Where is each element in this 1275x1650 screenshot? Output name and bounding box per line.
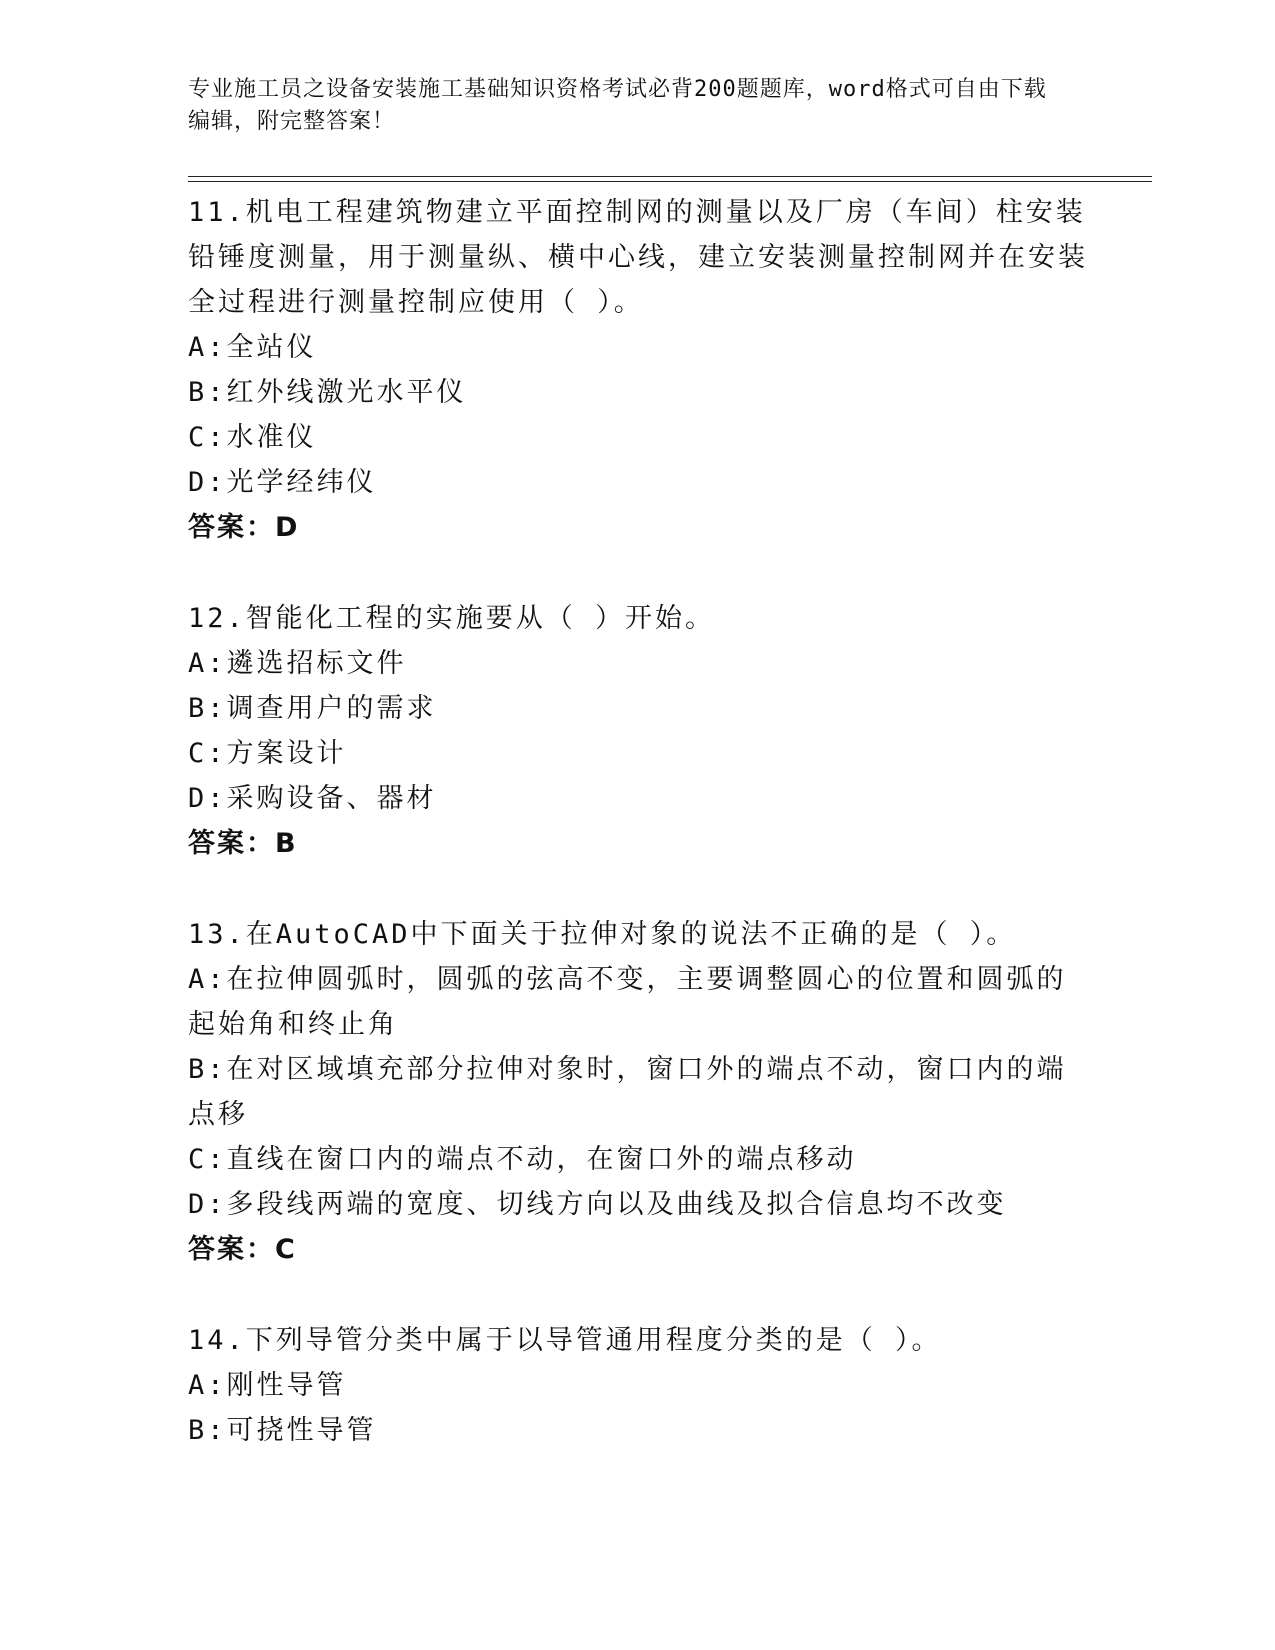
document-header: 专业施工员之设备安装施工基础知识资格考试必背200题题库，word格式可自由下载编辑，附完整答案！ bbox=[188, 77, 1047, 134]
question-14 bbox=[188, 1318, 1088, 1453]
answer: 答案：D bbox=[188, 512, 300, 543]
question-stem: 13.在AutoCAD中下面关于拉伸对象的说法不正确的是（ ）。 bbox=[188, 919, 1017, 950]
spacer bbox=[188, 550, 1088, 596]
option-b: B:可挠性导管 bbox=[188, 1415, 377, 1446]
question-list bbox=[188, 190, 1088, 1453]
option-d: D:多段线两端的宽度、切线方向以及曲线及拟合信息均不改变 bbox=[188, 1189, 1007, 1220]
header-divider-bottom bbox=[188, 181, 1152, 182]
question-stem: 14.下列导管分类中属于以导管通用程度分类的是（ ）。 bbox=[188, 1325, 942, 1356]
option-b: B:调查用户的需求 bbox=[188, 693, 437, 724]
option-c: C:方案设计 bbox=[188, 738, 347, 769]
option-a: A:全站仪 bbox=[188, 332, 317, 363]
option-c: C:水准仪 bbox=[188, 422, 317, 453]
question-stem: 12.智能化工程的实施要从（ ）开始。 bbox=[188, 603, 716, 634]
spacer bbox=[188, 866, 1088, 912]
answer: 答案：C bbox=[188, 1234, 297, 1265]
spacer bbox=[188, 1272, 1088, 1318]
answer: 答案：B bbox=[188, 828, 298, 859]
header-divider-top bbox=[188, 176, 1152, 177]
question-stem: 11.机电工程建筑物建立平面控制网的测量以及厂房（车间）柱安装铅锤度测量，用于测量纵、横中心线，建立安装测量控制网并在安装全过程进行测量控制应使用（ ）。 bbox=[188, 197, 1088, 318]
option-c: C:直线在窗口内的端点不动，在窗口外的端点移动 bbox=[188, 1144, 857, 1175]
option-d: D:采购设备、器材 bbox=[188, 783, 437, 814]
option-a: A:刚性导管 bbox=[188, 1370, 347, 1401]
option-d: D:光学经纬仪 bbox=[188, 467, 377, 498]
option-a: A:在拉伸圆弧时，圆弧的弦高不变，主要调整圆心的位置和圆弧的起始角和终止角 bbox=[188, 964, 1067, 1040]
option-a: A:遴选招标文件 bbox=[188, 648, 407, 679]
question-13 bbox=[188, 912, 1088, 1272]
question-11 bbox=[188, 190, 1088, 550]
option-b: B:红外线激光水平仪 bbox=[188, 377, 467, 408]
option-b: B:在对区域填充部分拉伸对象时，窗口外的端点不动，窗口内的端点移 bbox=[188, 1054, 1067, 1130]
question-12 bbox=[188, 596, 1088, 866]
